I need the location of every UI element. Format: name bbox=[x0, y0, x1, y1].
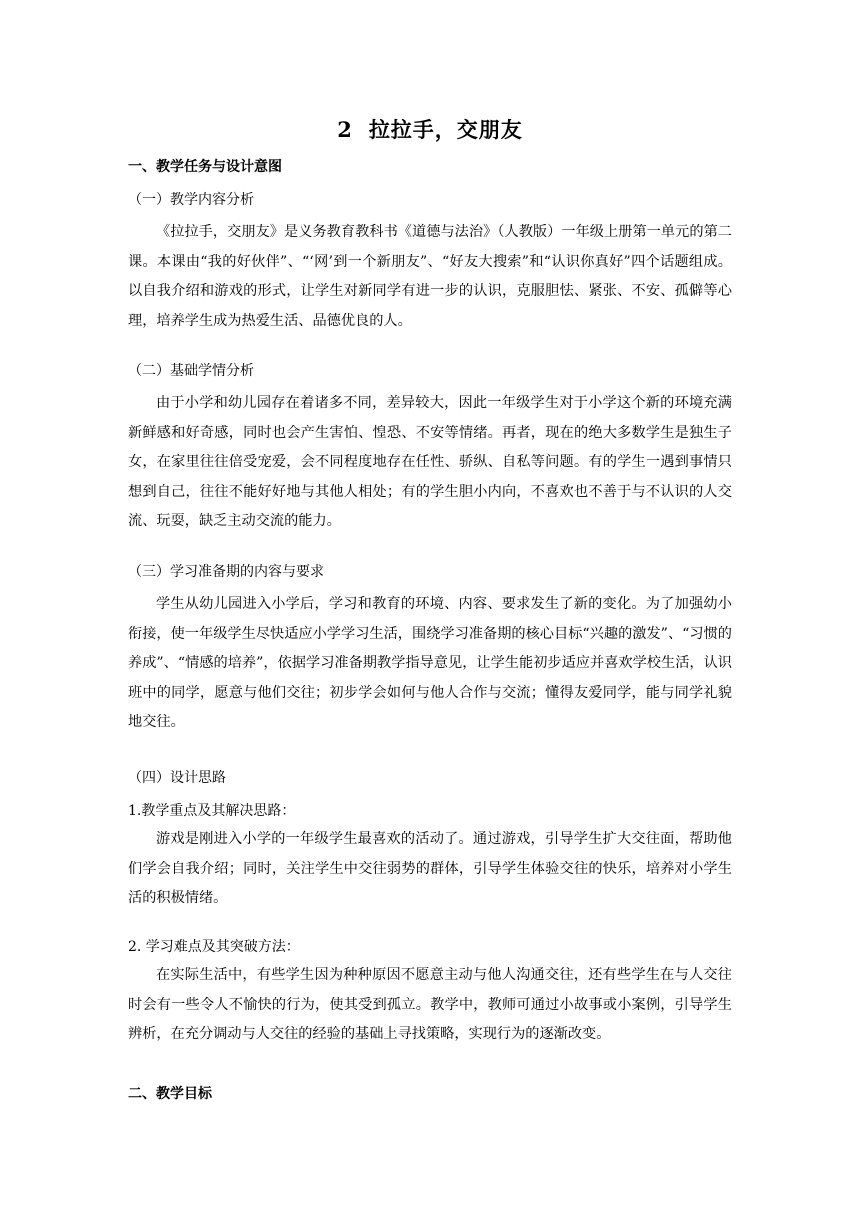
item-heading-key-points: 1.教学重点及其解决思路： bbox=[128, 803, 296, 819]
page-title bbox=[0, 114, 860, 144]
subsection-heading-preparation-period: （三）学习准备期的内容与要求 bbox=[128, 564, 324, 580]
paragraph-difficulties: 在实际生活中，有些学生因为种种原因不愿意主动与他人沟通交往，还有些学生在与人交往时会有一些令人不愉快的行为，使其受到孤立。教学中，教师可通过小故事或小案例，引导学生辨析，在充分调动与人交往的经验的基础上寻找策略，实现行为的逐渐改变。 bbox=[128, 967, 732, 1042]
section-heading-1: 一、教学任务与设计意图 bbox=[128, 159, 282, 175]
paragraph-key-points: 游戏是刚进入小学的一年级学生最喜欢的活动了。通过游戏，引导学生扩大交往面，帮助他们学会自我介绍；同时，关注学生中交往弱势的群体，引导学生体验交往的快乐，培养对小学生活的积极情绪。 bbox=[128, 831, 732, 906]
section-heading-2: 二、教学目标 bbox=[128, 1086, 212, 1102]
paragraph-content-analysis: 《拉拉手，交朋友》是义务教育教科书《道德与法治》（人教版）一年级上册第一单元的第二课。本课由“我的好伙伴”、“‘网’到一个新朋友”、“好友大搜索”和“认识你真好”四个话题组成。以自我介绍和游戏的形式，让学生对新同学有进一步的认识，克服胆怯、紧张、不安、孤僻等心理，培养学生成为热爱生活、品德优良的人。 bbox=[128, 224, 732, 329]
subsection-heading-learner-analysis: （二）基础学情分析 bbox=[128, 363, 254, 379]
subsection-heading-content-analysis: （一）教学内容分析 bbox=[128, 192, 254, 208]
lesson-number: 2 bbox=[337, 117, 353, 142]
paragraph-learner-analysis: 由于小学和幼儿园存在着诸多不同，差异较大，因此一年级学生对于小学这个新的环境充满新鲜感和好奇感，同时也会产生害怕、惶恐、不安等情绪。再者，现在的绝大多数学生是独生子女，在家里往往倍受宠爱，会不同程度地存在任性、骄纵、自私等问题。有的学生一遇到事情只想到自己，往往不能好好地与其他人相处；有的学生胆小内向，不喜欢也不善于与不认识的人交流、玩耍，缺乏主动交流的能力。 bbox=[128, 395, 732, 529]
item-heading-difficulties: 2. 学习难点及其突破方法： bbox=[128, 939, 300, 955]
lesson-title: 拉拉手，交朋友 bbox=[368, 117, 523, 142]
paragraph-preparation-period: 学生从幼儿园进入小学后，学习和教育的环境、内容、要求发生了新的变化。为了加强幼小衔接，使一年级学生尽快适应小学学习生活，围绕学习准备期的核心目标“兴趣的激发”、“习惯的养成”、“情感的培养”，依据学习准备期教学指导意见，让学生能初步适应并喜欢学校生活，认识班中的同学，愿意与他们交往；初步学会如何与他人合作与交流；懂得友爱同学，能与同学礼貌地交往。 bbox=[128, 596, 732, 730]
subsection-heading-design-ideas: （四）设计思路 bbox=[128, 770, 226, 786]
